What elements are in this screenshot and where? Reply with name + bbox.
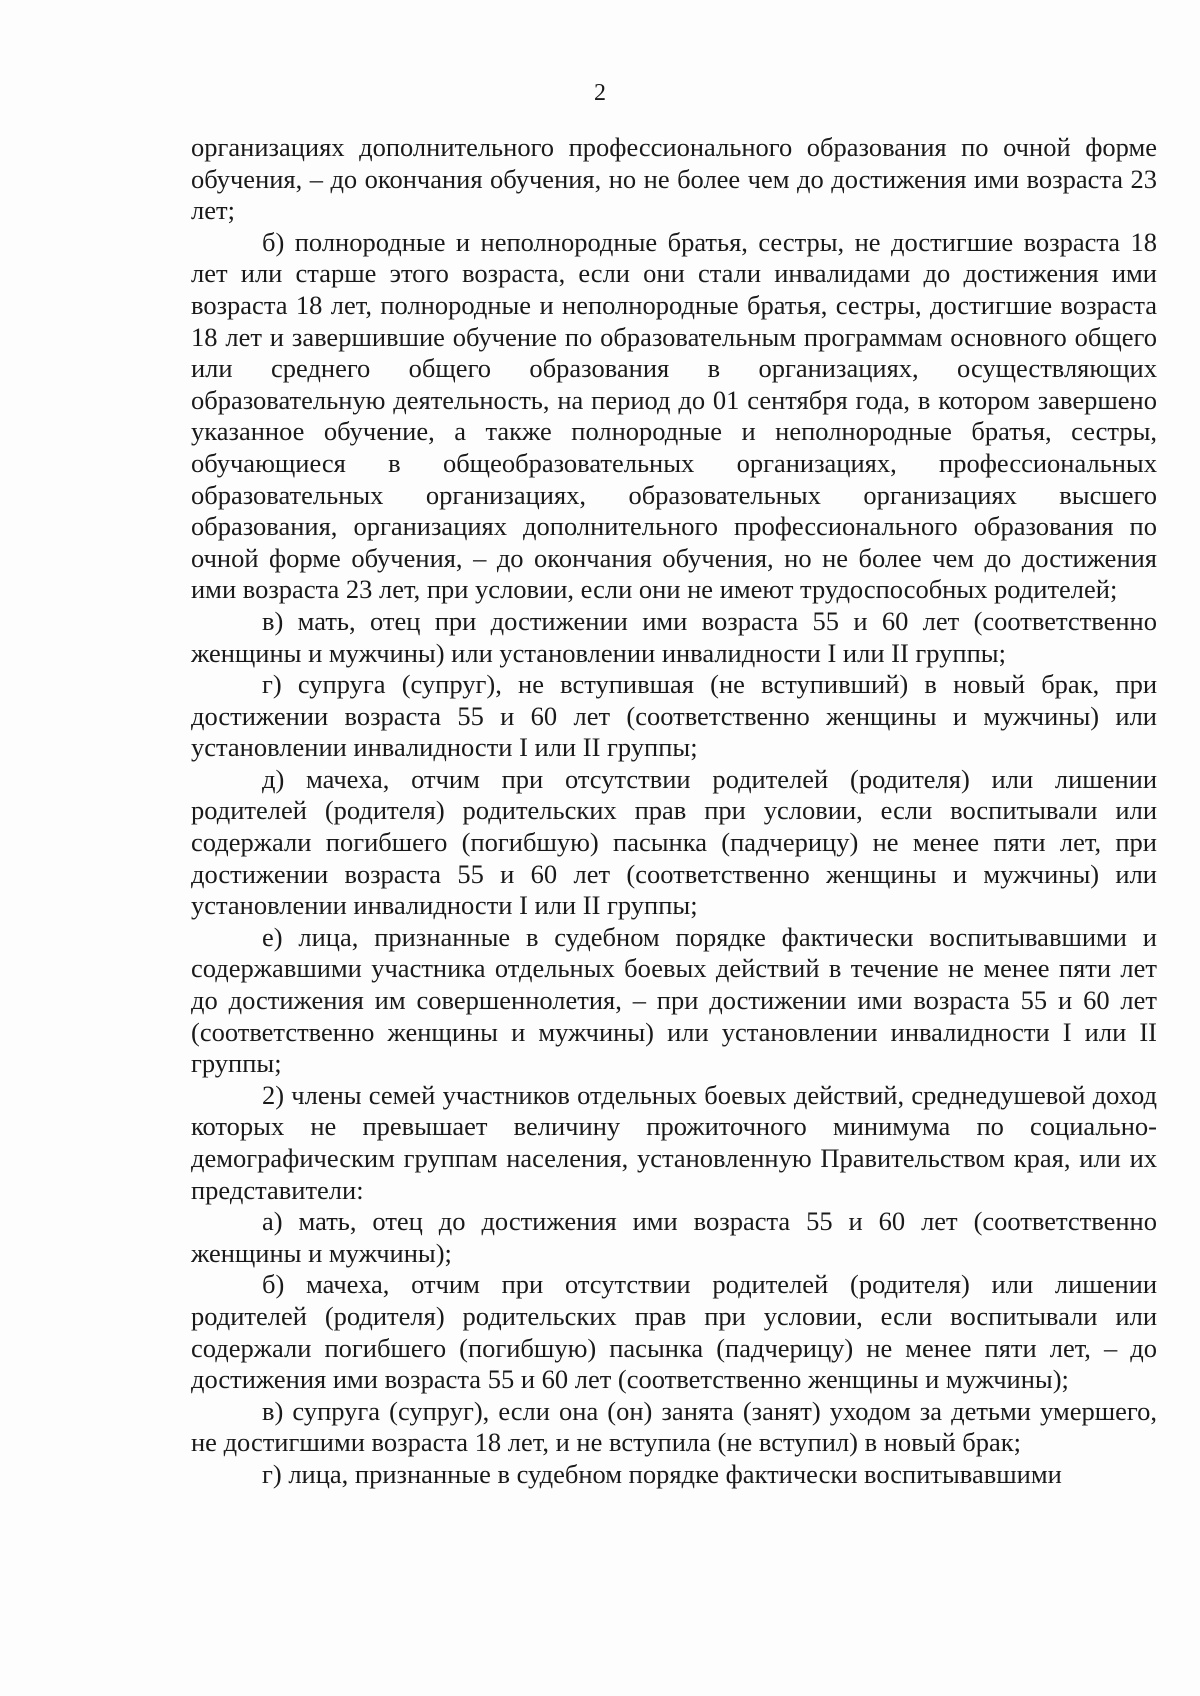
paragraph-item-g-spouse: г) супруга (супруг), не вступившая (не вступивший) в новый брак, при достижении возраста 55 и 60 лет (соответственно женщины и мужчины) или установлении инвалидности I или II группы;	[191, 669, 1157, 763]
paragraph-item-b-stepparents: б) мачеха, отчим при отсутствии родителей (родителя) или лишении родителей (родителя) родительских прав при условии, если воспитывали или содержали погибшего (погибшую) пасынка (падчерицу) не менее пяти лет, – до достижения ими возраста 55 и 60 лет (соответственно женщины и мужчины);	[191, 1269, 1157, 1395]
paragraph-item-a-parents: а) мать, отец до достижения ими возраста 55 и 60 лет (соответственно женщины и мужчины);	[191, 1206, 1157, 1268]
page-number: 2	[594, 80, 606, 106]
document-body	[191, 132, 1157, 1491]
paragraph-item-d-stepparents: д) мачеха, отчим при отсутствии родителей (родителя) или лишении родителей (родителя) родительских прав при условии, если воспитывали или содержали погибшего (погибшую) пасынка (падчерицу) не менее пяти лет, при достижении возраста 55 и 60 лет (соответственно женщины и мужчины) или установлении инвалидности I или II группы;	[191, 763, 1157, 921]
paragraph-item-v-spouse: в) супруга (супруг), если она (он) занята (занят) уходом за детьми умершего, не достигшими возраста 18 лет, и не вступила (не вступил) в новый брак;	[191, 1395, 1157, 1458]
paragraph-item-b-siblings: б) полнородные и неполнородные братья, сестры, не достигшие возраста 18 лет или старше этого возраста, если они стали инвалидами до достижения ими возраста 18 лет, полнородные и неполнородные братья, сестры, достигшие возраста 18 лет и завершившие обучение по образовательным программам основного общего или среднего общего образования в организациях, осуществляющих образовательную деятельность, на период до 01 сентября года, в котором завершено указанное обучение, а также полнородные и неполнородные братья, сестры, обучающиеся в общеобразовательных организациях, профессиональных образовательных организациях, образовательных организациях высшего образования, организациях дополнительного профессионального образования по очной форме обучения, – до окончания обучения, но не более чем до достижения ими возраста 23 лет, при условии, если они не имеют трудоспособных родителей;	[191, 226, 1157, 605]
paragraph-continuation: организациях дополнительного профессионального образования по очной форме обучения, – до окончания обучения, но не более чем до достижения ими возраста 23 лет;	[191, 132, 1157, 226]
paragraph-item-e-guardians: е) лица, признанные в судебном порядке фактически воспитывавшими и содержавшими участника отдельных боевых действий в течение не менее пяти лет до достижения им совершеннолетия, – при достижении ими возраста 55 и 60 лет (соответственно женщины и мужчины) или установлении инвалидности I или II группы;	[191, 921, 1157, 1079]
paragraph-item-v-parents: в) мать, отец при достижении ими возраста 55 и 60 лет (соответственно женщины и мужчины) или установлении инвалидности I или II группы;	[191, 605, 1157, 668]
paragraph-section-2-family-members: 2) члены семей участников отдельных боевых действий, среднедушевой доход которых не превышает величину прожиточного минимума по социально-демографическим группам населения, установленную Правительством края, или их представители:	[191, 1079, 1157, 1205]
paragraph-item-g-guardians: г) лица, признанные в судебном порядке фактически воспитывавшими	[262, 1458, 1062, 1489]
